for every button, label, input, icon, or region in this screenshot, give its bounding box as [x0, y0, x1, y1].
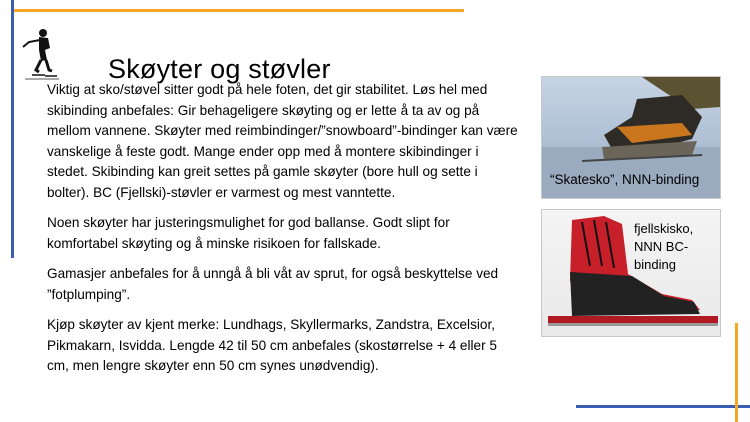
fjellsko-photo [541, 209, 721, 337]
paragraph-gaiters: Gamasjer anbefales for å unngå å bli våt av sprut, for også beskyttelse ved ”fotplumping”. [47, 266, 499, 302]
skatesko-photo [541, 76, 721, 199]
left-accent-line [11, 0, 14, 258]
bottom-accent-line [576, 405, 750, 408]
fjellsko-caption: fjellskisko, NNN BC-binding [634, 221, 694, 272]
paragraph-brands: Kjøp skøyter av kjent merke: Lundhags, Skyllermarks, Zandstra, Excelsior, Pikmakarn, Isvidda. Lengde 42 til 50 cm anbefales (skostørrelse + 4 eller 5 cm, men lengre skøyter enn 50 cm synes unødvendig). [47, 317, 497, 373]
paragraph-binding: Viktig at sko/støvel sitter godt på hele foten, det gir stabilitet. Løs hel med skibinding anbefales: Gir behageligere skøyting og er lette å ta av og på mellom vannene. Skøyter med reimbindinger/”snowboard”-bindinger kan være vanskelige å feste godt. Mange ender opp med å montere skibindinger i stedet. Skibinding kan greit settes på gamle skøyter (bore hull og sette i bolter). BC (Fjellski)-støvler er varmest og mest vanntette. [47, 82, 518, 200]
top-accent-line [14, 9, 464, 12]
skatesko-caption: “Skatesko”, NNN-binding [550, 172, 700, 187]
right-accent-line [735, 323, 738, 422]
slide-title: Skøyter og støvler [108, 54, 331, 85]
paragraph-balance: Noen skøyter har justeringsmulighet for god ballanse. Godt slipt for komfortabel skøyting og å minske risikoen for fallskade. [47, 215, 450, 251]
body-text [47, 80, 522, 387]
ice-skater-icon [21, 26, 61, 82]
